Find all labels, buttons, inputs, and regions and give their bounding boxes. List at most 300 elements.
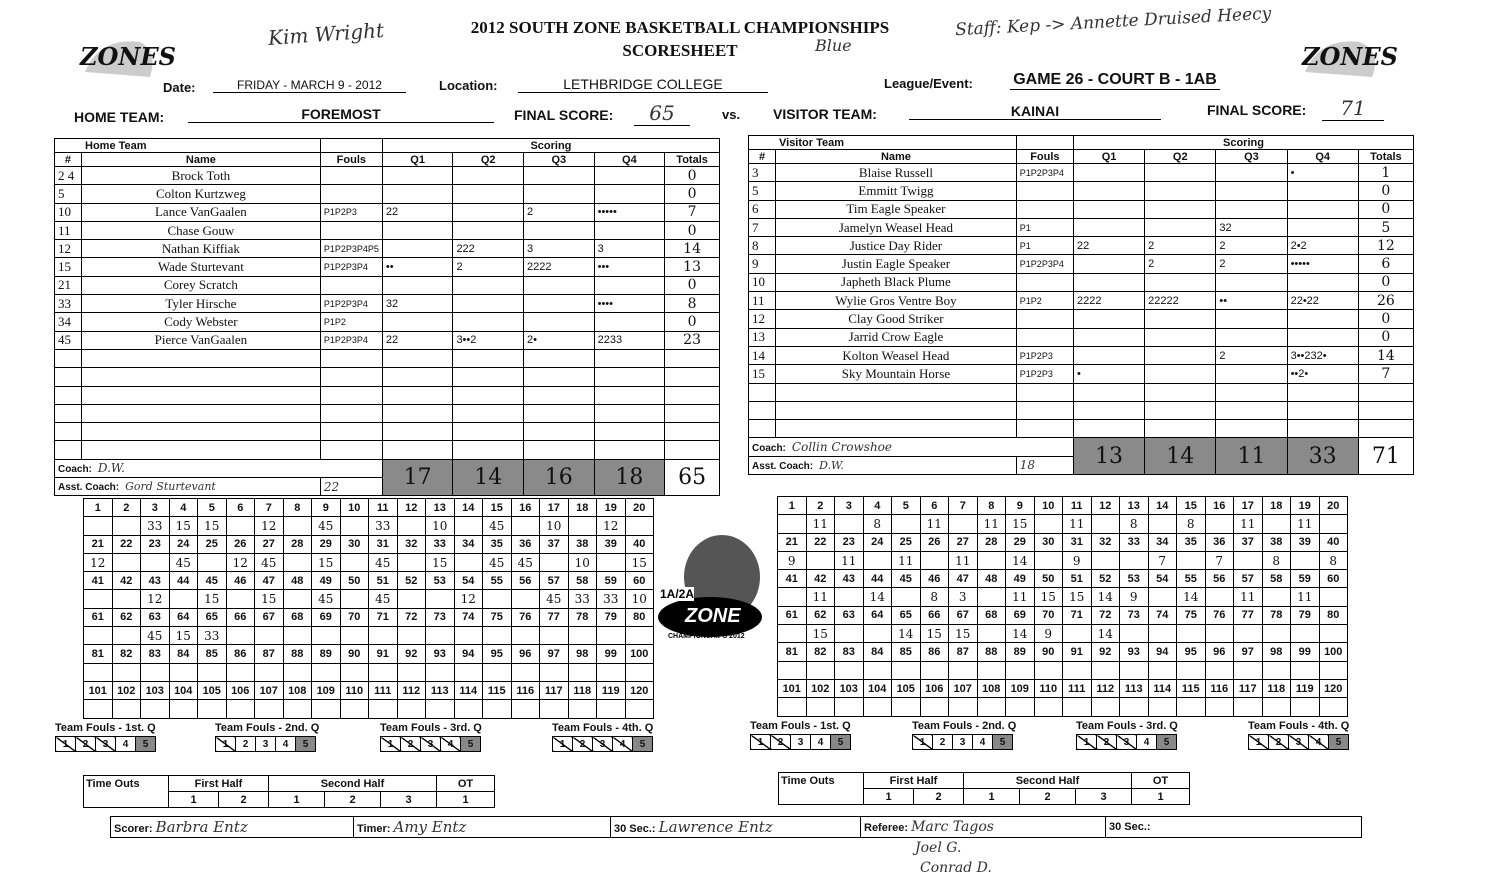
col-totals: Totals	[1358, 150, 1413, 164]
visitor-player-name	[776, 401, 1017, 419]
visitor-run-number: 113	[1120, 679, 1149, 697]
home-run-mark-row	[84, 700, 654, 718]
visitor-run-mark	[1148, 588, 1177, 606]
home-player-name	[81, 368, 320, 386]
visitor-run-number: 8	[977, 497, 1006, 515]
visitor-run-number: 66	[920, 606, 949, 624]
visitor-run-number: 3	[835, 497, 864, 515]
visitor-player-name: Blaise Russell	[776, 164, 1017, 182]
home-run-number: 96	[511, 645, 540, 663]
visitor-player-num: 10	[749, 273, 776, 291]
visitor-run-mark: 11	[835, 551, 864, 569]
home-player-fouls	[320, 167, 382, 185]
visitor-run-number-row	[778, 679, 1348, 697]
visitor-run-number: 102	[806, 679, 835, 697]
visitor-run-mark: 11	[1006, 588, 1035, 606]
visitor-run-number: 29	[1006, 533, 1035, 551]
home-player-row	[55, 295, 720, 313]
home-run-number: 2	[112, 499, 141, 517]
home-player-q2	[453, 368, 524, 386]
home-player-q2	[453, 276, 524, 294]
home-run-number: 112	[397, 681, 426, 699]
zone-logo-line3: CHAMPIONSHIPS 2012	[668, 633, 745, 640]
home-run-mark	[454, 663, 483, 681]
home-player-q2: 222	[453, 240, 524, 258]
home-player-q1	[382, 349, 453, 367]
home-player-q2	[453, 404, 524, 422]
first-half-label: First Half	[864, 773, 964, 789]
visitor-player-name: Jarrid Crow Eagle	[776, 328, 1017, 346]
visitor-run-mark	[1319, 661, 1348, 679]
home-player-row	[55, 240, 720, 258]
home-run-mark	[198, 553, 227, 571]
visitor-player-q3	[1216, 200, 1287, 218]
visitor-team-fouls-boxes	[912, 734, 1013, 750]
home-run-number: 72	[397, 608, 426, 626]
home-team-foul-box: 5	[136, 737, 156, 752]
home-player-num: 12	[55, 240, 82, 258]
visitor-run-number: 110	[1034, 679, 1063, 697]
home-run-number: 81	[84, 645, 113, 663]
col-name: Name	[776, 150, 1017, 164]
visitor-run-number: 47	[949, 570, 978, 588]
home-run-number: 32	[397, 535, 426, 553]
visitor-player-total: 0	[1358, 182, 1413, 200]
visitor-run-mark	[1091, 515, 1120, 533]
home-run-number: 4	[169, 499, 198, 517]
col-name: Name	[81, 153, 320, 167]
visitor-run-number: 79	[1291, 606, 1320, 624]
officials-bar	[110, 816, 1362, 838]
visitor-run-mark	[1091, 661, 1120, 679]
home-run-number: 58	[568, 572, 597, 590]
home-run-number: 38	[568, 535, 597, 553]
visitor-run-mark: 15	[949, 625, 978, 643]
visitor-run-mark-row	[778, 698, 1348, 716]
visitor-player-row	[749, 292, 1414, 310]
home-run-mark	[226, 627, 255, 645]
visitor-run-mark	[863, 698, 892, 716]
visitor-run-number: 40	[1319, 533, 1348, 551]
visitor-roster-table	[748, 135, 1414, 475]
visitor-player-q2: 22222	[1145, 292, 1216, 310]
visitor-run-number: 89	[1006, 643, 1035, 661]
home-run-number: 50	[340, 572, 369, 590]
visitor-run-mark: 9	[1034, 625, 1063, 643]
visitor-run-mark	[1262, 625, 1291, 643]
visitor-run-number: 36	[1205, 533, 1234, 551]
visitor-run-mark: 11	[1291, 588, 1320, 606]
home-team-foul-box: 1	[553, 737, 573, 752]
visitor-run-mark: 7	[1205, 551, 1234, 569]
home-player-num: 45	[55, 331, 82, 349]
home-run-number: 83	[141, 645, 170, 663]
home-run-mark	[483, 590, 512, 608]
visitor-run-number: 7	[949, 497, 978, 515]
home-asst-value: Gord Sturtevant	[125, 480, 216, 494]
home-player-fouls	[320, 404, 382, 422]
home-run-mark: 45	[540, 590, 569, 608]
home-run-number: 62	[112, 608, 141, 626]
visitor-run-number-row	[778, 606, 1348, 624]
visitor-run-number: 86	[920, 643, 949, 661]
home-player-total	[665, 386, 720, 404]
visitor-run-mark: 15	[1063, 588, 1092, 606]
home-run-number: 71	[369, 608, 398, 626]
home-run-number: 56	[511, 572, 540, 590]
home-run-mark	[568, 627, 597, 645]
visitor-player-name: Tim Eagle Speaker	[776, 200, 1017, 218]
visitor-coach-value: Collin Crowshoe	[791, 440, 892, 455]
home-player-fouls	[320, 441, 382, 459]
visitor-run-mark	[1120, 551, 1149, 569]
home-player-name	[81, 423, 320, 441]
home-player-total: 13	[665, 258, 720, 276]
visitor-run-number-row	[778, 497, 1348, 515]
visitor-run-number: 112	[1091, 679, 1120, 697]
visitor-run-mark: 8	[1319, 551, 1348, 569]
visitor-player-row	[749, 365, 1414, 383]
home-run-number: 30	[340, 535, 369, 553]
visitor-team-fouls-label: Team Fouls - 4th. Q	[1248, 720, 1350, 732]
visitor-run-mark	[863, 625, 892, 643]
home-run-mark: 15	[169, 517, 198, 535]
visitor-team-fouls-q2	[912, 720, 1016, 750]
visitor-player-fouls	[1016, 420, 1073, 438]
visitor-running-score	[777, 496, 1348, 717]
visitor-player-fouls: P1	[1016, 237, 1073, 255]
home-run-number: 42	[112, 572, 141, 590]
home-player-name: Pierce VanGaalen	[81, 331, 320, 349]
visitor-run-mark: 14	[892, 625, 921, 643]
home-run-mark	[540, 663, 569, 681]
home-player-num	[55, 386, 82, 404]
visitor-run-number: 74	[1148, 606, 1177, 624]
visitor-player-row	[749, 346, 1414, 364]
visitor-player-q3: 2	[1216, 255, 1287, 273]
home-run-number: 60	[625, 572, 654, 590]
home-player-num	[55, 404, 82, 422]
visitor-run-mark	[892, 698, 921, 716]
home-run-mark-row	[84, 663, 654, 681]
home-player-q3	[524, 441, 595, 459]
col-totals: Totals	[665, 153, 720, 167]
home-run-number: 19	[597, 499, 626, 517]
home-player-fouls	[320, 423, 382, 441]
visitor-run-number: 33	[1120, 533, 1149, 551]
home-team-foul-box: 4	[116, 737, 136, 752]
visitor-run-number: 15	[1177, 497, 1206, 515]
visitor-run-number: 46	[920, 570, 949, 588]
referee-2: Joel G.	[915, 840, 962, 856]
visitor-player-q4	[1287, 218, 1358, 236]
visitor-player-row	[749, 328, 1414, 346]
visitor-run-number: 67	[949, 606, 978, 624]
visitor-run-number: 25	[892, 533, 921, 551]
home-run-mark	[483, 700, 512, 718]
visitor-run-number: 85	[892, 643, 921, 661]
home-run-mark: 45	[483, 517, 512, 535]
visitor-player-q3	[1216, 383, 1287, 401]
scorer-value: Barbra Entz	[155, 818, 248, 836]
home-run-mark	[226, 700, 255, 718]
visitor-coach-label: Coach:	[752, 443, 786, 455]
date-value: FRIDAY - MARCH 9 - 2012	[213, 78, 406, 93]
visitor-player-num: 13	[749, 328, 776, 346]
visitor-run-number: 4	[863, 497, 892, 515]
visitor-roster-head-2	[749, 150, 1414, 164]
visitor-run-mark: 15	[1006, 515, 1035, 533]
home-run-mark: 10	[426, 517, 455, 535]
visitor-run-mark	[1291, 551, 1320, 569]
home-run-mark: 15	[255, 590, 284, 608]
to-second-3: 3	[1076, 789, 1132, 805]
visitor-player-q4	[1287, 383, 1358, 401]
visitor-run-number: 114	[1148, 679, 1177, 697]
home-run-mark	[283, 553, 312, 571]
home-run-mark	[141, 663, 170, 681]
visitor-run-mark: 8	[863, 515, 892, 533]
visitor-player-q1	[1073, 346, 1144, 364]
home-run-number: 65	[198, 608, 227, 626]
home-player-name: Chase Gouw	[81, 221, 320, 239]
home-player-q2	[453, 295, 524, 313]
visitor-run-mark: 3	[949, 588, 978, 606]
home-run-number: 110	[340, 681, 369, 699]
visitor-run-mark: 15	[1034, 588, 1063, 606]
visitor-player-fouls: P1P2P3	[1016, 365, 1073, 383]
visitor-run-number: 61	[778, 606, 807, 624]
visitor-run-number: 14	[1148, 497, 1177, 515]
visitor-run-number: 24	[863, 533, 892, 551]
visitor-run-number: 77	[1234, 606, 1263, 624]
visitor-player-total: 0	[1358, 200, 1413, 218]
visitor-player-q2	[1145, 346, 1216, 364]
visitor-run-mark: 14	[1006, 625, 1035, 643]
visitor-player-fouls	[1016, 328, 1073, 346]
visitor-run-mark	[1262, 661, 1291, 679]
col-fouls: Fouls	[1016, 150, 1073, 164]
visitor-player-q1	[1073, 420, 1144, 438]
home-player-q4	[594, 185, 665, 203]
home-player-name: Lance VanGaalen	[81, 203, 320, 221]
visitor-run-mark	[1034, 661, 1063, 679]
visitor-team-foul-box: 2	[771, 735, 791, 750]
visitor-player-q3	[1216, 420, 1287, 438]
visitor-run-mark	[1262, 515, 1291, 533]
home-run-number: 94	[454, 645, 483, 663]
home-run-number: 45	[198, 572, 227, 590]
home-run-mark	[340, 663, 369, 681]
visitor-run-mark	[1319, 698, 1348, 716]
visitor-run-number: 118	[1262, 679, 1291, 697]
visitor-run-mark: 11	[1234, 588, 1263, 606]
home-run-mark: 12	[255, 517, 284, 535]
visitor-player-q1	[1073, 218, 1144, 236]
home-run-number: 7	[255, 499, 284, 517]
visitor-run-mark	[778, 698, 807, 716]
visitor-player-q4	[1287, 328, 1358, 346]
blank-head	[320, 139, 382, 153]
home-player-fouls: P1P2P3P4	[320, 331, 382, 349]
visitor-run-mark: 15	[920, 625, 949, 643]
home-player-row	[55, 404, 720, 422]
visitor-player-fouls	[1016, 383, 1073, 401]
visitor-player-total: 0	[1358, 273, 1413, 291]
home-run-mark	[568, 517, 597, 535]
location-label: Location:	[439, 78, 498, 93]
visitor-team-foul-box: 4	[1137, 735, 1157, 750]
home-run-number: 48	[283, 572, 312, 590]
visitor-run-number: 72	[1091, 606, 1120, 624]
home-player-q3	[524, 167, 595, 185]
home-player-q3	[524, 349, 595, 367]
visitor-player-q1	[1073, 383, 1144, 401]
home-player-fouls	[320, 276, 382, 294]
visitor-run-number: 55	[1177, 570, 1206, 588]
col-q1: Q1	[382, 153, 453, 167]
visitor-team-fouls-boxes	[750, 734, 851, 750]
visitor-run-number: 53	[1120, 570, 1149, 588]
home-asst-cell	[55, 478, 321, 496]
home-run-mark	[84, 663, 113, 681]
visitor-player-q3: 2	[1216, 346, 1287, 364]
home-run-number: 101	[84, 681, 113, 699]
visitor-run-number: 65	[892, 606, 921, 624]
home-team-foul-box: 4	[441, 737, 461, 752]
home-player-q3: 3	[524, 240, 595, 258]
home-run-number: 51	[369, 572, 398, 590]
visitor-player-row	[749, 200, 1414, 218]
home-run-mark	[597, 700, 626, 718]
home-run-mark	[283, 700, 312, 718]
home-team-fouls-boxes	[55, 736, 156, 752]
visitor-team-foul-box: 3	[1289, 735, 1309, 750]
home-run-number: 9	[312, 499, 341, 517]
to-ot-1: 1	[1132, 789, 1190, 805]
visitor-asst-label: Asst. Coach:	[752, 460, 814, 472]
home-timeouts	[83, 775, 495, 808]
visitor-run-number-row	[778, 570, 1348, 588]
referee-value: Marc Tagos	[911, 819, 994, 835]
home-run-mark: 10	[625, 590, 654, 608]
home-player-total	[665, 423, 720, 441]
home-run-mark	[397, 663, 426, 681]
visitor-run-mark: 11	[892, 551, 921, 569]
visitor-run-mark	[977, 551, 1006, 569]
home-player-q2	[453, 441, 524, 459]
visitor-player-total	[1358, 401, 1413, 419]
league-value: GAME 26 - COURT B - 1AB	[1010, 71, 1220, 90]
visitor-run-mark: 11	[1291, 515, 1320, 533]
visitor-run-mark	[949, 515, 978, 533]
visitor-player-q4	[1287, 310, 1358, 328]
home-player-total: 0	[665, 221, 720, 239]
visitor-run-mark	[1234, 551, 1263, 569]
visitor-run-number: 117	[1234, 679, 1263, 697]
home-player-q2	[453, 423, 524, 441]
visitor-run-number: 84	[863, 643, 892, 661]
home-run-number: 16	[511, 499, 540, 517]
home-player-total	[665, 349, 720, 367]
home-run-mark	[597, 663, 626, 681]
visitor-team-fouls-q1	[750, 720, 851, 750]
visitor-run-mark: 7	[1148, 551, 1177, 569]
referee-cell	[861, 817, 1106, 837]
visitor-player-name: Wylie Gros Ventre Boy	[776, 292, 1017, 310]
zone-logo-line1: 1A/2A	[660, 587, 695, 601]
visitor-player-q2: 2	[1145, 237, 1216, 255]
visitor-run-number: 82	[806, 643, 835, 661]
home-player-q1: ••	[382, 258, 453, 276]
home-run-mark-row	[84, 627, 654, 645]
visitor-player-fouls	[1016, 273, 1073, 291]
home-team-foul-box: 2	[236, 737, 256, 752]
visitor-run-mark	[892, 588, 921, 606]
visitor-run-number: 56	[1205, 570, 1234, 588]
visitor-run-number: 83	[835, 643, 864, 661]
visitor-run-mark	[1091, 698, 1120, 716]
visitor-run-mark	[1063, 661, 1092, 679]
home-run-number: 99	[597, 645, 626, 663]
visitor-team-foul-box: 5	[1157, 735, 1177, 750]
home-run-number: 118	[568, 681, 597, 699]
home-team-fouls-q4	[552, 722, 653, 752]
visitor-run-number: 97	[1234, 643, 1263, 661]
visitor-player-q2	[1145, 218, 1216, 236]
visitor-run-mark	[1177, 551, 1206, 569]
visitor-run-number: 39	[1291, 533, 1320, 551]
visitor-run-number: 107	[949, 679, 978, 697]
sec30-value: Lawrence Entz	[658, 818, 773, 836]
visitor-run-mark: 11	[949, 551, 978, 569]
home-player-total: 0	[665, 167, 720, 185]
visitor-player-total	[1358, 383, 1413, 401]
visitor-team-fouls-boxes	[1076, 734, 1177, 750]
home-player-q1: 32	[382, 295, 453, 313]
home-run-mark: 33	[141, 517, 170, 535]
home-player-q2	[453, 185, 524, 203]
home-team-label: HOME TEAM:	[74, 109, 165, 125]
visitor-team-fouls-label: Team Fouls - 2nd. Q	[912, 720, 1017, 732]
home-run-mark	[625, 663, 654, 681]
visitor-player-row	[749, 383, 1414, 401]
home-player-q4	[594, 167, 665, 185]
visitor-run-mark: 14	[1091, 588, 1120, 606]
home-player-num: 15	[55, 258, 82, 276]
home-team-fouls-label: Team Fouls - 1st. Q	[55, 722, 156, 734]
visitor-run-mark	[1177, 661, 1206, 679]
visitor-player-q1	[1073, 401, 1144, 419]
home-run-number: 107	[255, 681, 284, 699]
visitor-run-number: 10	[1034, 497, 1063, 515]
home-player-total: 0	[665, 313, 720, 331]
home-player-q1	[382, 167, 453, 185]
home-run-number: 104	[169, 681, 198, 699]
home-run-number: 70	[340, 608, 369, 626]
home-run-mark	[112, 590, 141, 608]
visitor-run-number: 27	[949, 533, 978, 551]
home-run-number: 28	[283, 535, 312, 553]
zones-logo-left-text: ZONES	[80, 42, 176, 71]
home-run-mark	[226, 517, 255, 535]
home-run-mark	[312, 627, 341, 645]
home-player-q4	[594, 313, 665, 331]
visitor-run-mark-row	[778, 588, 1348, 606]
visitor-team-col: Visitor Team	[749, 136, 1017, 150]
visitor-run-mark	[977, 588, 1006, 606]
visitor-player-q2	[1145, 383, 1216, 401]
